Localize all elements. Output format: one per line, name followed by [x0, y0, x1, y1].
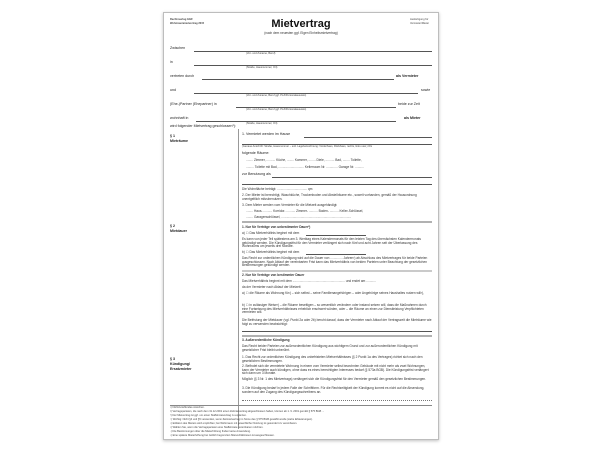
footnote-8: ⁸) Eine spätere Mieterhöhung bei zeitlich begrenzten Mietverhältnissen ist ausgeschlossen. — [170, 434, 275, 437]
s3-p5: 3. Die Kündigung bedarf in jedem Falle der Schriftform. Für die Rechtzeitigkeit der Kündigung kommt es nicht auf die Absendung, sondern auf den Zugang des Kündigungsschreibens an. — [242, 386, 425, 394]
s2-b2: Das Recht zur ordentlichen Kündigung wird auf die Dauer von .............. Jahren³) ab Abschluss des Mietvertrages für beide Parteien ausgeschlossen. Nach Ablauf der vereinbarten Frist kann das Mietverhältnis von beiden Parteien unter Beachtung der gesetzlichen Bestimmungen gekündigt werden. — [242, 256, 428, 268]
s2-c4[interactable]: b) ☐ in zulässiger Weise³) – die Räume beseitigen – so wesentlich verändern oder instand setzen will, dass die Maßnahmen durch eine Fortsetzung des Mietverhältnisses erheblich erschwert würden, oder – die Räume an einen zur Dienstleistung Verpflichteten vermieten will. — [242, 303, 427, 315]
section-divider — [238, 129, 239, 429]
copy-note2: Vermieter/Mieter — [410, 21, 430, 25]
label-beide: beide zur Zeit — [398, 102, 420, 106]
footnote-6: ⁶) Wählen Sie, wenn die Vertragsparteien eine Staffelmiete vereinbaren möchten. — [170, 426, 264, 429]
s3-p2: 1. Das Recht zur ordentlichen Kündigung des unbefristeten Mietverhältnisses (§ 2 Punkt 1a des Vertrages) richtet sich nach den gesetzlichen Bestimmungen. — [242, 355, 423, 363]
footnote-3: ³) Der Mietvertrag ist ggf. um einen Staffelmietvertrag zu ergänzen. — [170, 414, 247, 417]
s2-name: Mietdauer — [170, 229, 187, 233]
label-ehe: (Ehe-)Partner (Ehepartner) in — [170, 102, 217, 106]
footnote-rule — [170, 405, 432, 406]
s2-c5: Die Befristung der Mietdauer (vgl. Punkt 2a oder 2b) beruht darauf, dass der Vermieter nach Ablauf der Vertragszeit die Mieträume wie folgt zu verwenden beabsichtigt: — [242, 318, 432, 326]
hint-name3: (Vor- und Zuname, Beruf ggf. PLZ/Personalausweis) — [246, 107, 307, 111]
s1-folgende: folgende Räume: — [242, 151, 270, 155]
hint-street2: (Straße, Hausnummer, Ort) — [246, 121, 278, 125]
label-in: in — [170, 60, 173, 64]
hint-street: (Straße, Hausnummer, Ort) — [246, 65, 278, 69]
s2-a1[interactable]: a) ☐ Das Mietverhältnis beginnt mit dem — [242, 231, 300, 235]
s1-rooms-row1[interactable]: ........ Zimmer, .......... Küche, ........ Kammer, ........ Diele, .......... Bad, ........ Toilette, — [246, 158, 362, 162]
publisher-line1: Rechtsverlag GbR — [170, 18, 193, 21]
landlord-name-line[interactable] — [194, 51, 432, 52]
s2-c-title: 2. Nur für Verträge von bestimmter Dauer — [242, 273, 305, 277]
s1-usage-line2[interactable] — [242, 184, 432, 185]
publisher-line2: Wohnraummietvertrag 2015 — [170, 21, 205, 25]
label-als-mieter: als Mieter — [404, 116, 421, 120]
s3-name2: Ersatzmieter — [170, 367, 192, 371]
s2-band-top — [242, 221, 432, 223]
s1-house-line[interactable] — [304, 137, 432, 138]
s2-b1[interactable]: b) ☐ Das Mietverhältnis beginnt mit dem — [242, 250, 300, 254]
s2-a-title: 1. Nur für Verträge von unbestimmter Dauer²) — [242, 225, 311, 229]
landlord-address-line[interactable] — [194, 65, 432, 66]
s1-keys2[interactable]: ........ Garagenschlüssel, ............................................................................... — [246, 215, 352, 219]
s3-p1: Das Recht beider Parteien zur außerordentlichen Kündigung aus wichtigem Grund und zur außerordentlichen Kündigung mit gesetzlicher Frist bleibt unberührt. — [242, 344, 418, 352]
hint-name: (Vor- und Zuname, Beruf) — [246, 51, 276, 55]
s3-end-line — [242, 400, 432, 401]
s2-c3[interactable]: a) ☐ die Räume als Wohnung für¹) – sich selbst – seine Familienangehörigen – oder Angehörige seines Haushaltes nutzen will³), — [242, 291, 424, 295]
label-als-vermieter: als Vermieter — [396, 74, 419, 78]
page-subtitle1: (nach dem neuesten ggf. Eigen Einheitsmietvertrag) — [264, 30, 338, 35]
s3-p3: 2. Befindet sich die vermietete Wohnung in einem vom Vermieter selbst bewohnten Gebäude mit nicht mehr als zwei Wohnungen, kann der Vermieter auch kündigen, ohne dass es eines berechtigten Interesses bedarf (§ 573a BGB). Die Kündigungsfrist verlängert sich dann um 3 Monate. — [242, 364, 429, 376]
s2-c2: da der Vermieter nach Ablauf der Mietzeit — [242, 285, 301, 289]
tenant-address-line[interactable] — [196, 121, 396, 122]
s1-item1: 1. Vermietet werden im Hause — [242, 132, 291, 136]
s2-c1[interactable]: Das Mietverhältnis beginnt mit dem ........................................................... und endet am ........... — [242, 279, 376, 283]
label-zwischen: Zwischen — [170, 46, 186, 50]
footnote-7: ⁷) Die Bestimmungen über die Mieterhöhung finden keine Anwendung. — [170, 430, 251, 433]
s1-wohnflaeche[interactable]: Die Wohnfläche beträgt: .................................. qm — [242, 187, 313, 191]
s1-name: Mieträume — [170, 139, 188, 143]
label-vertreten: vertreten durch — [170, 74, 195, 78]
label-wohnhaft: wohnhaft in — [170, 116, 189, 120]
s1-item3: 3. Dem Mieter werden vom Vermieter für die Mietzeit ausgehändigt: — [242, 203, 338, 207]
s1-hint: (Genaue Anschrift: Straße, Hausnummer – evtl. Lagebezeichnung: Vorderhaus, Rückhaus, rechts, links usw.) OG — [242, 145, 373, 148]
copy-note1: Ausfertigung für — [410, 18, 429, 21]
hint-name2: (Vor- und Zuname, Beruf ggf. PLZ/Personalausweis) — [246, 93, 307, 97]
footnote-2: ²) Vertragsparteien, die nach dem 31.12.2001 einen Zeitmietvertrag abgeschlossen haben, können ab 1. 9. 2001 gemäß § 575 BGB ... — [170, 410, 325, 413]
s1-usage-line[interactable] — [272, 177, 432, 178]
s3-title: 3. Außerordentliche Kündigung — [242, 338, 290, 342]
s3-p4: Möglich (§ 3 Nr. 1 des Mietvertrags) verlängert sich die Kündigungsfrist für den Vermieter gemäß den gesetzlichen Bestimmungen. — [242, 377, 427, 381]
contract-page — [163, 12, 439, 440]
s1-item2: 2. Der Mieter ist berechtigt, Waschküche, Trockenboden und Abstellräume etc., soweit vorhanden, gemäß der Hausordnung unentgeltlich mitzubenutzen. — [242, 193, 417, 201]
s1-rooms-row2[interactable]: ......... Toilette mit Bad, ............................. Kellerraum Nr. ............. Garage Nr. .......... — [246, 165, 364, 169]
footnote-4: ⁴) Wichtig: Nicht §4 und §5 verwenden, wenn Zeitmietvertrag im Sinne des § 575 BGB gewählt wurde (siehe Erläuterungen). — [170, 418, 313, 421]
s2-num: § 2 — [170, 224, 175, 228]
s2-a2: Es kann von jeder Teil spätestens am 3. Werktag eines Kalendermonats für den letzten Tag des übernächsten Kalendermonats gekündigt werden. Die Kündigungsfrist für den Vermieter verlängert sich nach fünf und acht Jahren seit der Überlassung des Wohnraums um jeweils drei Monate. — [242, 237, 421, 249]
s2-usage-line[interactable] — [242, 331, 432, 332]
s3-name1: Kündigung/ — [170, 362, 190, 366]
s1-benutzung: zur Benutzung als — [242, 172, 271, 176]
label-geschlossen: wird folgender Mietvertrag geschlossen¹): — [170, 124, 236, 128]
representative-line[interactable] — [202, 79, 394, 80]
s1-keys[interactable]: ........ Haus- .......... Korridor- .......... Zimmer- .......... Boden- .......... Keller-Schlüssel, — [246, 209, 364, 213]
s2-a1-date-line[interactable] — [306, 235, 366, 236]
footnote-1: ¹) Nichtzutreffendes streichen. — [170, 406, 205, 409]
label-sowie: sowie — [421, 88, 431, 92]
page-title: Mietvertrag — [271, 18, 331, 30]
s1-num: § 1 — [170, 134, 175, 138]
s2-b1-date-line[interactable] — [306, 254, 366, 255]
label-und: und — [170, 88, 176, 92]
s3-num: § 3 — [170, 357, 175, 361]
footnote-5: ⁵) Erklären des Mieters wird empfohlen; bei Wohnraum mit gewerblicher Nutzung ist gesondert zu vereinbaren. — [170, 422, 298, 425]
